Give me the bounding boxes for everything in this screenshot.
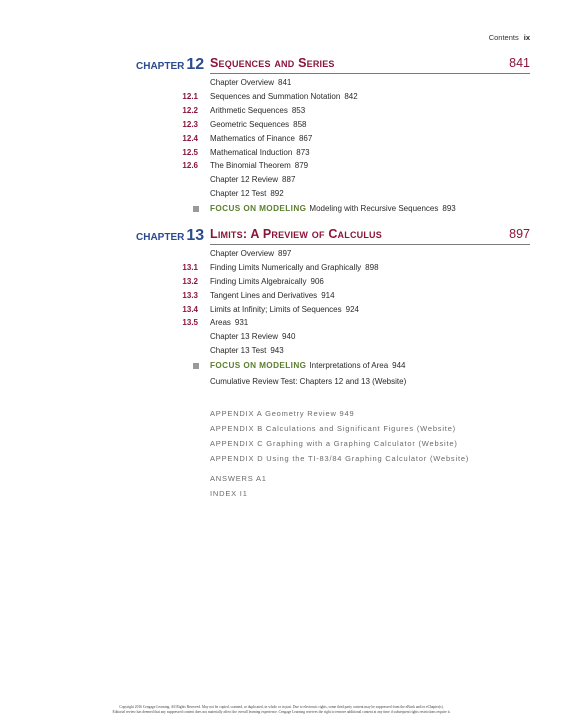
toc-entry: Sequences and Summation Notation 842 <box>210 92 358 101</box>
toc-entry: Chapter 13 Test 943 <box>210 346 284 355</box>
toc-entry: Finding Limits Numerically and Graphically 898 <box>210 263 379 272</box>
section-number: 12.1 <box>182 92 198 101</box>
section-number: 13.2 <box>182 277 198 286</box>
running-head <box>489 33 530 42</box>
copyright-notice <box>0 705 563 715</box>
section-number: 12.2 <box>182 106 198 115</box>
chapter-word: CHAPTER <box>136 61 185 72</box>
chapter-word: CHAPTER <box>136 232 185 243</box>
chapter-13-rule <box>210 244 530 245</box>
toc-entry: Chapter 12 Test 892 <box>210 189 284 198</box>
copyright-line-1: Copyright 2016 Cengage Learning. All Rights Reserved. May not be copied, scanned, or duplicated, in whole or in part. Due to electronic rights, some third party content may be suppressed from the eBook and/or eChapter(s). <box>119 705 444 709</box>
focus-on-modeling-13: FOCUS ON MODELING Interpretations of Area 944 <box>210 361 406 370</box>
toc-entry: Mathematics of Finance 867 <box>210 134 313 143</box>
appendix-c: APPENDIX C Graphing with a Graphing Calculator (Website) <box>210 439 458 448</box>
chapter-number: 12 <box>186 56 205 73</box>
toc-entry: Mathematical Induction 873 <box>210 148 310 157</box>
section-number: 12.5 <box>182 148 198 157</box>
page-number: ix <box>523 33 530 42</box>
toc-entry: Chapter Overview 841 <box>210 78 292 87</box>
bullet-square <box>193 363 199 369</box>
toc-entry: Areas 931 <box>210 318 249 327</box>
section-number: 12.6 <box>182 161 198 170</box>
index-entry: INDEX I1 <box>210 489 248 498</box>
toc-entry: Chapter 13 Review 940 <box>210 332 296 341</box>
answers-entry: ANSWERS A1 <box>210 474 267 483</box>
chapter-13-title: Limits: A Preview of Calculus <box>210 227 382 241</box>
appendix-d: APPENDIX D Using the TI-83/84 Graphing Calculator (Website) <box>210 454 470 463</box>
toc-entry: Limits at Infinity; Limits of Sequences 924 <box>210 305 359 314</box>
section-number: 13.5 <box>182 318 198 327</box>
toc-entry: Chapter 12 Review 887 <box>210 175 296 184</box>
chapter-12-label <box>136 56 205 74</box>
appendix-a: APPENDIX A Geometry Review 949 <box>210 409 355 418</box>
chapter-13-page: 897 <box>509 227 530 241</box>
appendix-b: APPENDIX B Calculations and Significant Figures (Website) <box>210 424 456 433</box>
toc-entry: The Binomial Theorem 879 <box>210 161 309 170</box>
bullet-square <box>193 206 199 212</box>
toc-entry: Tangent Lines and Derivatives 914 <box>210 291 335 300</box>
section-number: 12.4 <box>182 134 198 143</box>
toc-entry: Finding Limits Algebraically 906 <box>210 277 324 286</box>
chapter-13-label <box>136 227 205 245</box>
section-number: 12.3 <box>182 120 198 129</box>
running-title: Contents <box>488 33 519 42</box>
section-number: 13.4 <box>182 305 198 314</box>
chapter-12-page: 841 <box>509 56 530 70</box>
chapter-12-rule <box>210 73 530 74</box>
toc-entry: Chapter Overview 897 <box>210 249 292 258</box>
focus-on-modeling-12: FOCUS ON MODELING Modeling with Recursive Sequences 893 <box>210 204 456 213</box>
section-number: 13.3 <box>182 291 198 300</box>
section-number: 13.1 <box>182 263 198 272</box>
copyright-line-2: Editorial review has deemed that any suppressed content does not materially affect the overall learning experience. Cengage Learning reserves the right to remove additional content at any time if subsequent rights restrictions require it. <box>112 710 451 714</box>
cumulative-review-test: Cumulative Review Test: Chapters 12 and 13 (Website) <box>210 377 407 386</box>
toc-entry: Arithmetic Sequences 853 <box>210 106 306 115</box>
toc-entry: Geometric Sequences 858 <box>210 120 307 129</box>
chapter-number: 13 <box>186 227 205 244</box>
chapter-12-title: Sequences and Series <box>210 56 335 70</box>
